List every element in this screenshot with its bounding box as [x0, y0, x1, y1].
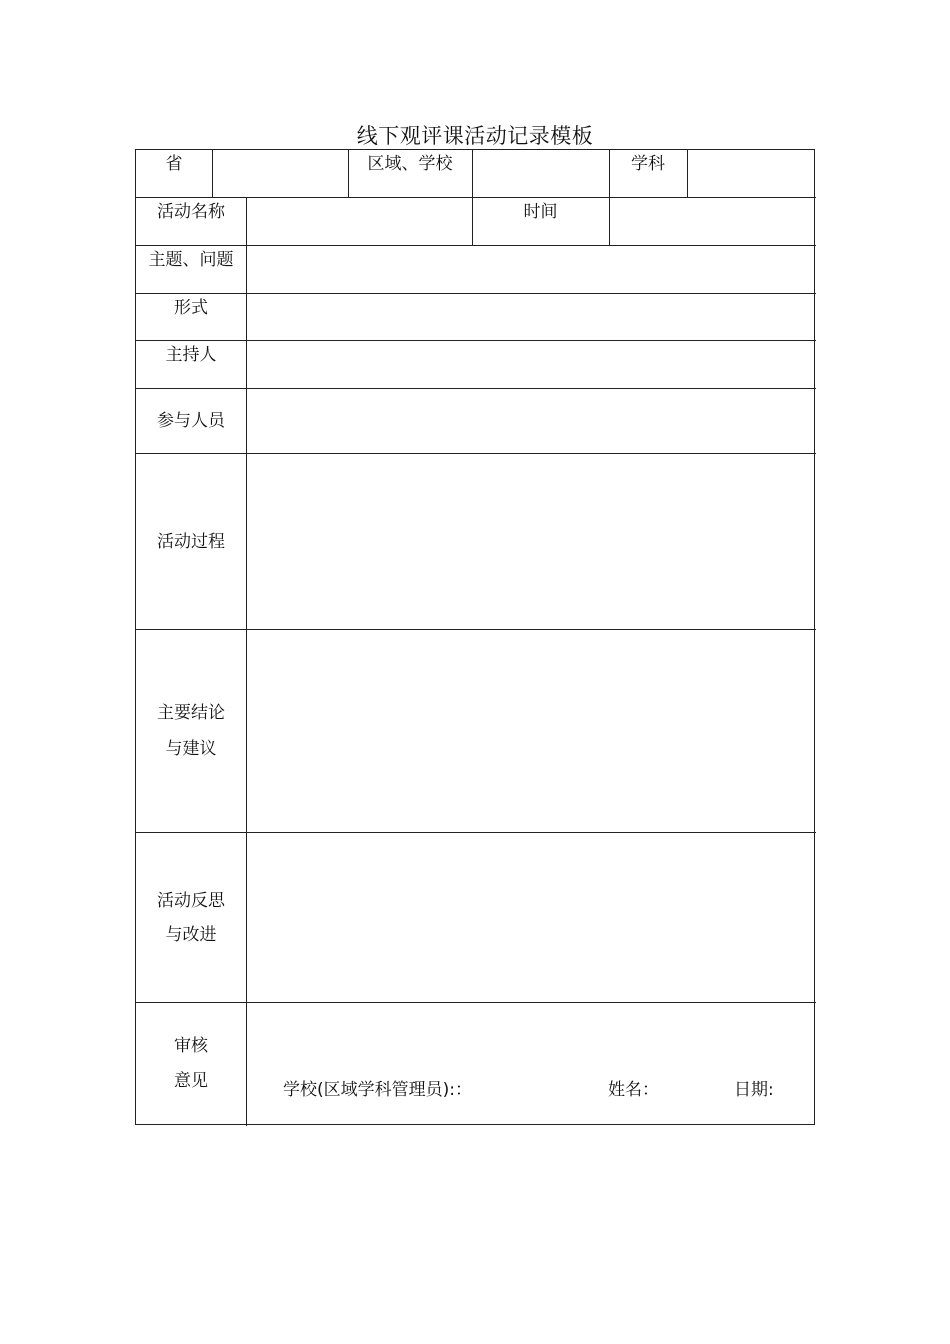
participants-label-cell [136, 389, 246, 453]
conclusion-label-line2: 与建议 [165, 739, 217, 759]
reflection-field[interactable] [247, 833, 814, 1002]
topic-field[interactable] [247, 246, 814, 293]
reflection-label-cell [136, 833, 246, 1002]
conclusion-label-cell [136, 630, 246, 832]
topic-label: 主题、问题 [148, 250, 234, 270]
sign-date-label: 日期: [734, 1080, 774, 1100]
host-field[interactable] [247, 341, 814, 388]
subject-label: 学科 [631, 154, 665, 174]
province-label: 省 [165, 154, 183, 174]
process-label: 活动过程 [157, 531, 225, 552]
record-form-table [135, 149, 815, 1125]
review-label-cell [136, 1003, 246, 1125]
reflection-label-line2: 与改进 [165, 924, 217, 945]
reflection-label-line1: 活动反思 [157, 890, 225, 911]
review-label-line2: 意见 [174, 1071, 208, 1091]
format-field[interactable] [247, 294, 814, 340]
process-label-cell [136, 454, 246, 629]
province-field[interactable] [213, 150, 348, 197]
activity-name-field[interactable] [247, 198, 472, 245]
process-field[interactable] [247, 454, 814, 629]
time-field[interactable] [610, 198, 814, 245]
subject-field[interactable] [688, 150, 814, 197]
signer-name-label: 姓名： [608, 1080, 659, 1100]
host-label: 主持人 [165, 345, 217, 365]
time-label: 时间 [523, 202, 558, 222]
region-school-label: 区域、学校 [367, 154, 453, 174]
conclusion-field[interactable] [247, 630, 814, 832]
review-label-line1: 审核 [174, 1036, 208, 1056]
conclusion-label-line1: 主要结论 [157, 703, 225, 723]
school-admin-label: 学校(区域学科管理员):： [283, 1080, 472, 1100]
page-title: 线下观评课活动记录模板 [356, 124, 594, 148]
participants-field[interactable] [247, 389, 814, 453]
review-field[interactable] [247, 1003, 814, 1125]
participants-label: 参与人员 [157, 411, 225, 431]
region-school-field[interactable] [473, 150, 609, 197]
format-label: 形式 [174, 298, 208, 318]
activity-name-label: 活动名称 [157, 202, 225, 222]
